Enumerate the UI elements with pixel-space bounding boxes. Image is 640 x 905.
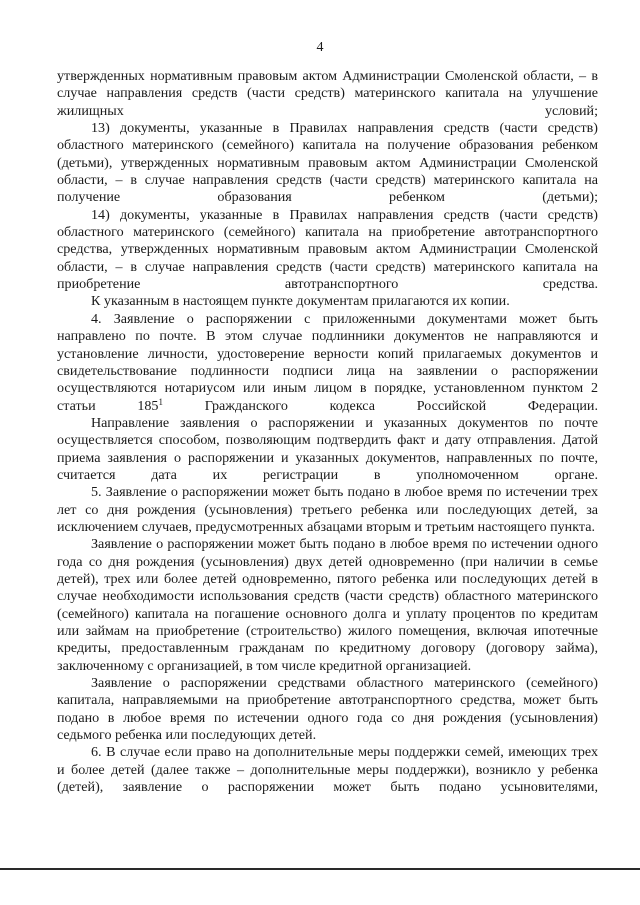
paragraph-mail-submission: Направление заявления о распоряжении и указанных документов по почте осуществляется способом, позволяющим подтвердить факт и дату отправления. Датой приема заявления о распоряжении и указанных документов, направленных по почте, считается дата их регистрации в уполномоченном органе.	[57, 414, 598, 483]
paragraph-copies-note: К указанным в настоящем пункте документам прилагаются их копии.	[91, 293, 510, 310]
document-body	[57, 68, 598, 796]
page-number: 4	[316, 40, 324, 55]
paragraph-section-5: 5. Заявление о распоряжении может быть подано в любое время по истечении трех лет со дня рождения (усыновления) третьего ребенка или последующих детей, за исключением случаев, предусмотренных абзацами вторым и третьим настоящего пункта.	[57, 484, 599, 535]
paragraph-continuation: утвержденных нормативным правовым актом Администрации Смоленской области, – в случае направления средств (части средств) материнского капитала на улучшение жилищных условий;	[57, 68, 598, 119]
paragraph-section-4: 4. Заявление о распоряжении с приложенными документами может быть направлено по почте. В этом случае подлинники документов не направляются и установление личности, удостоверение верности копий прилагаемых документов и свидетельствование подлинности подписи лица на заявлении о распоряжении осуществляются нотариусом или иным лицом в порядке, установленном пунктом 2 статьи $185^1$ Гражданского кодекса Российской Федерации.	[57, 310, 599, 414]
paragraph-section-6: 6. В случае если право на дополнительные меры поддержки семей, имеющих трех и более детей (далее также – дополнительные меры поддержки), возникло у ребенка (детей), заявление о распоряжении может быть подано усыновителями,	[57, 744, 599, 796]
paragraph-item-14: 14) документы, указанные в Правилах направления средств (части средств) областного материнского (семейного) капитала на приобретение автотранспортного средства, утвержденных нормативным правовым актом Администрации Смоленской области, – в случае направления средств (части средств) материнского капитала на приобретение автотранспортного средства.	[57, 206, 598, 293]
superscript-article: 1	[158, 396, 163, 407]
paragraph-vehicle-exception: Заявление о распоряжении средствами областного материнского (семейного) капитала, направляемыми на приобретение автотранспортного средства, может быть подано в любое время по истечении одного года со дня рождения (усыновления) седьмого ребенка или последующих детей.	[57, 675, 598, 744]
paragraph-one-year-exception: Заявление о распоряжении может быть подано в любое время по истечении одного года со дня рождения (усыновления) двух детей одновременно (при наличии в семье детей), трех или более детей одновременно, пятого ребенка или последующих детей в случае необходимости использования средств (части средств) областного материнского (семейного) капитала на погашение основного долга и уплату процентов по кредитам или займам на приобретение (строительство) жилого помещения, включая ипотечные кредиты, предоставленным гражданам по кредитному договору (договору займа), заключенному с организацией, в том числе кредитной организацией.	[57, 536, 599, 674]
paragraph-item-13: 13) документы, указанные в Правилах направления средств (части средств) областного материнского (семейного) капитала на получение образования ребенком (детьми), утвержденных нормативным правовым актом Администрации Смоленской области, – в случае направления средств (части средств) материнского капитала на получение образования ребенком (детьми);	[57, 120, 598, 206]
footer-rule	[0, 868, 640, 870]
